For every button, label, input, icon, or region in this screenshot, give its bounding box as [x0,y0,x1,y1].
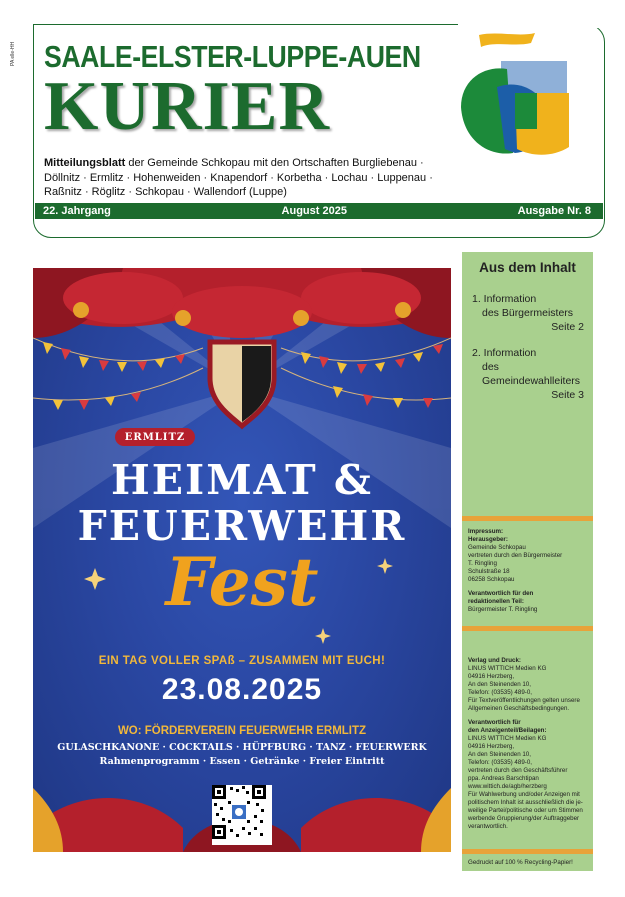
volume-label: 22. Jahrgang [43,205,111,217]
impressum-block: Impressum: Herausgeber: Gemeinde Schkopau vertreten durch den Bürgermeister T. Ringling Schulstraße 18 06258 Schkopau Verantwortlich für den redaktionellen Teil: Bürgermeister T. Ringling [468,528,563,613]
masthead-description: Mitteilungsblatt der Gemeinde Schkopau mit den Ortschaften Burgliebenau · Döllnitz · Ermlitz · Hohenweiden · Knapendorf · Korbetha · Lochau · Luppenau · Raßnitz · Röglitz · Schkopau · Wallendorf (Luppe) [44,157,433,198]
issue-label: Ausgabe Nr. 8 [517,205,591,217]
poster-date: 23.08.2025 [161,673,323,706]
contents-title: Aus dem Inhalt [479,260,576,275]
event-poster [33,268,451,852]
publisher-block: Verlag und Druck: LINUS WITTICH Medien KG 04916 Herzberg, An den Steinenden 10, Telefon: (03535) 489-0, Für Textveröffentlichungen gelten unsere Allgemeinen Geschäftsbedingungen. Verantwortlich für den Anzeigenteil/Beilagen: LINUS WITTICH Medien KG 04916 Herzberg, An den Steinenden 10, Telefon: (03535) 489-0, vertreten durch den Geschäftsführer ppa. Andreas Barschtipan www.wittich.de/agb/herzberg Für Wahlwerbung und/oder Anzeigen mit politischem Inhalt ist ausschließlich die je- weilige Partei/politische oder um Stimmen werbende Gruppierung/der Auftraggeber verantwortlich. [468,657,583,830]
poster-highlights: GULASCHKANONE · COCKTAILS · HÜPFBURG · TANZ · FEUERWERK [57,742,427,753]
recycling-note: Gedruckt auf 100 % Recycling-Papier! [468,859,573,866]
sidebar-divider [462,516,593,521]
month-label: August 2025 [281,205,347,217]
sidebar-divider [462,849,593,854]
poster-headline-2: FEUERWEHR [77,502,407,550]
poster-location-badge: ERMLITZ [115,428,195,446]
issue-info-bar [35,203,603,219]
poster-script-word: Fest [165,543,319,621]
qr-code-icon [212,785,272,845]
poster-program: Rahmenprogramm · Essen · Getränke · Freier Eintritt [99,756,385,767]
poster-tagline: EIN TAG VOLLER SPAß – ZUSAMMEN MIT EUCH! [98,655,386,667]
poster-venue: WO: FÖRDERVEREIN FEUERWEHR ERMLITZ [117,725,367,737]
masthead-subtitle: SAALE-ELSTER-LUPPE-AUEN [44,39,421,74]
poster-headline-1: HEIMAT & [111,456,373,504]
sidebar-divider [462,626,593,631]
municipality-logo-icon [457,29,577,169]
side-code: PA elle-HH [10,41,16,66]
contents-sidebar [462,252,593,871]
contents-item[interactable]: 1. Information des Bürgermeisters Seite 2 [472,293,584,333]
masthead-title: KURIER [44,68,331,145]
contents-item[interactable]: 2. Information des Gemeindewahlleiters Seite 3 [472,347,584,401]
